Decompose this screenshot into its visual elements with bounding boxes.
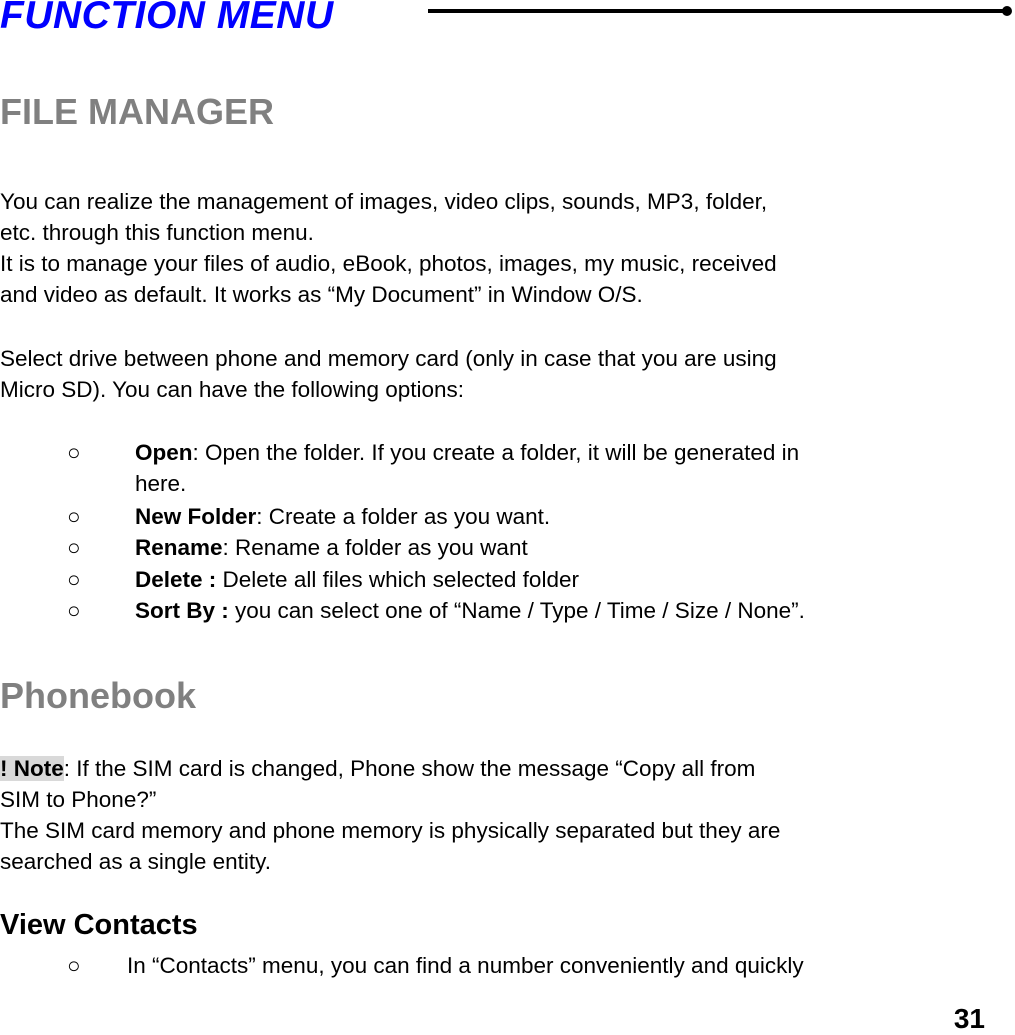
list-item-text: Delete : Delete all files which selected folder — [135, 567, 579, 592]
circle-bullet-icon: ○ — [67, 598, 81, 623]
list-item-text: Open: Open the folder. If you create a folder, it will be generated in — [135, 440, 800, 465]
text-line: The SIM card memory and phone memory is physically separated but they are — [0, 818, 781, 843]
header-rule-dot — [1002, 6, 1012, 16]
file-manager-intro — [0, 186, 990, 310]
list-item — [0, 595, 1000, 626]
text-line: searched as a single entity. — [0, 849, 271, 874]
section-heading-phonebook: Phonebook — [0, 675, 196, 716]
list-item — [0, 501, 1000, 532]
circle-bullet-icon: ○ — [67, 440, 81, 465]
section-heading-file-manager: FILE MANAGER — [0, 91, 274, 132]
list-item-text: Sort By : you can select one of “Name / Type / Time / Size / None”. — [135, 598, 805, 623]
circle-bullet-icon: ○ — [67, 504, 81, 529]
list-item — [0, 437, 1000, 468]
list-item-continuation — [0, 468, 1000, 499]
circle-bullet-icon: ○ — [67, 567, 81, 592]
list-item-text: here. — [135, 471, 187, 496]
list-item-text: Rename: Rename a folder as you want — [135, 535, 528, 560]
page-number: 31 — [953, 1003, 985, 1034]
text-line: Select drive between phone and memory card (only in case that you are using — [0, 346, 777, 371]
text-line: You can realize the management of images, video clips, sounds, MP3, folder, — [0, 189, 768, 214]
text-line: and video as default. It works as “My Document” in Window O/S. — [0, 282, 643, 307]
header-rule — [428, 9, 1004, 13]
phonebook-note — [0, 753, 990, 877]
text-line: SIM to Phone?” — [0, 787, 157, 812]
list-item-text: New Folder: Create a folder as you want. — [135, 504, 551, 529]
chapter-title: FUNCTION MENU — [0, 0, 334, 37]
list-item — [0, 950, 1000, 981]
text-line: etc. through this function menu. — [0, 220, 314, 245]
list-item — [0, 532, 1000, 563]
note-label: ! Note — [0, 756, 64, 781]
subheading-view-contacts: View Contacts — [0, 909, 198, 941]
text-line: It is to manage your files of audio, eBook, photos, images, my music, received — [0, 251, 777, 276]
file-manager-options-intro — [0, 343, 990, 405]
list-item — [0, 564, 1000, 595]
list-item-text: In “Contacts” menu, you can find a number conveniently and quickly — [127, 953, 804, 978]
circle-bullet-icon: ○ — [67, 953, 81, 978]
text-line: ! Note: If the SIM card is changed, Phone show the message “Copy all from — [0, 756, 756, 781]
circle-bullet-icon: ○ — [67, 535, 81, 560]
text-line: Micro SD). You can have the following options: — [0, 377, 465, 402]
